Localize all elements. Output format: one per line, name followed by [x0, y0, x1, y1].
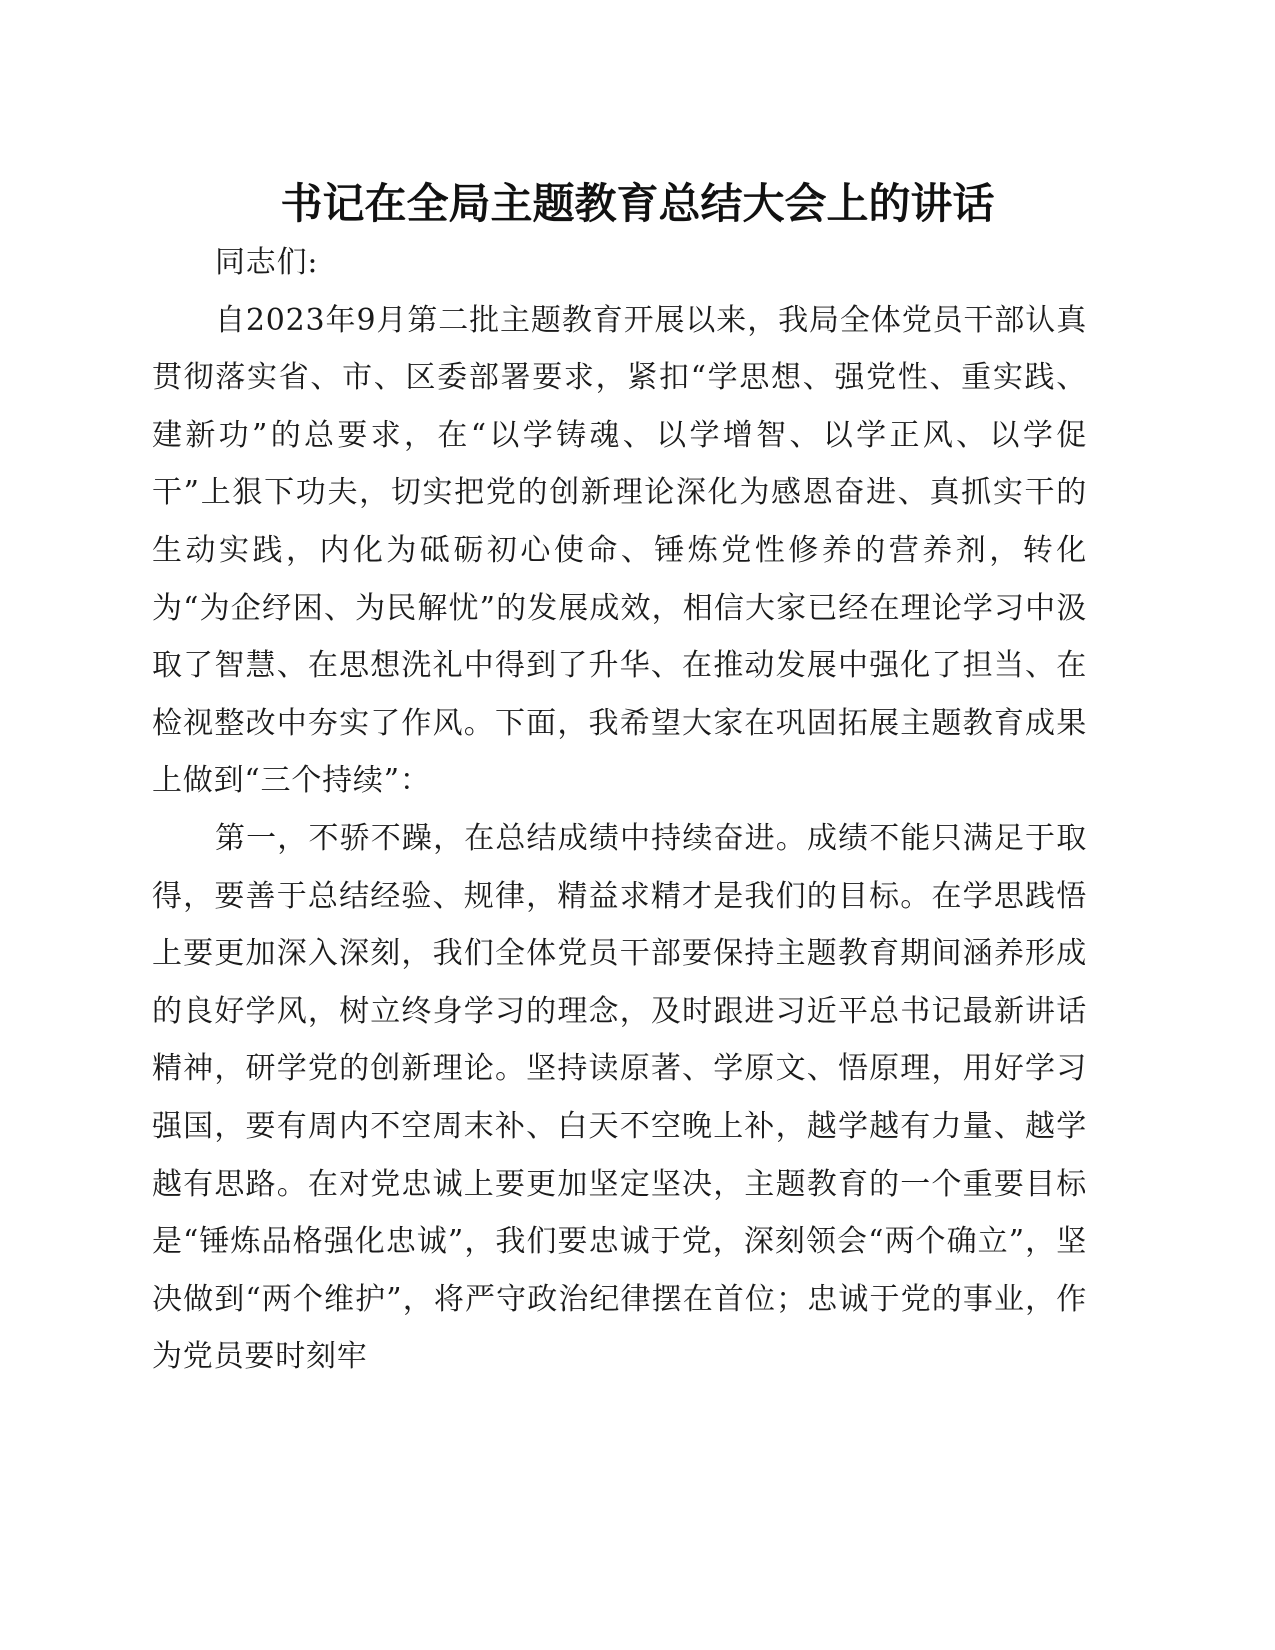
document-title: 书记在全局主题教育总结大会上的讲话: [280, 179, 995, 228]
document-body: [152, 234, 1087, 1386]
greeting: 同志们:: [215, 245, 319, 280]
paragraph-first-point: 第一，不骄不躁，在总结成绩中持续奋进。成绩不能只满足于取得，要善于总结经验、规律，精益求精才是我们的目标。在学思践悟上要更加深入深刻，我们全体党员干部要保持主题教育期间涵养形成的良好学风，树立终身学习的理念，及时跟进习近平总书记最新讲话精神，研学党的创新理论。坚持读原著、学原文、悟原理，用好学习强国，要有周内不空周末补、白天不空晚上补，越学越有力量、越学越有思路。在对党忠诚上要更加坚定坚决，主题教育的一个重要目标是“锤炼品格强化忠诚”，我们要忠诚于党，深刻领会“两个确立”，坚决做到“两个维护”，将严守政治纪律摆在首位；忠诚于党的事业，作为党员要时刻牢: [152, 820, 1087, 1375]
paragraph-intro: 自2023年9月第二批主题教育开展以来，我局全体党员干部认真贯彻落实省、市、区委部署要求，紧扣“学思想、强党性、重实践、建新功”的总要求，在“以学铸魂、以学增智、以学正风、以学促干”上狠下功夫，切实把党的创新理论深化为感恩奋进、真抓实干的生动实践，内化为砥砺初心使命、锤炼党性修养的营养剂，转化为“为企纾困、为民解忧”的发展成效，相信大家已经在理论学习中汲取了智慧、在思想洗礼中得到了升华、在推动发展中强化了担当、在检视整改中夯实了作风。下面，我希望大家在巩固拓展主题教育成果上做到“三个持续”：: [152, 302, 1087, 799]
